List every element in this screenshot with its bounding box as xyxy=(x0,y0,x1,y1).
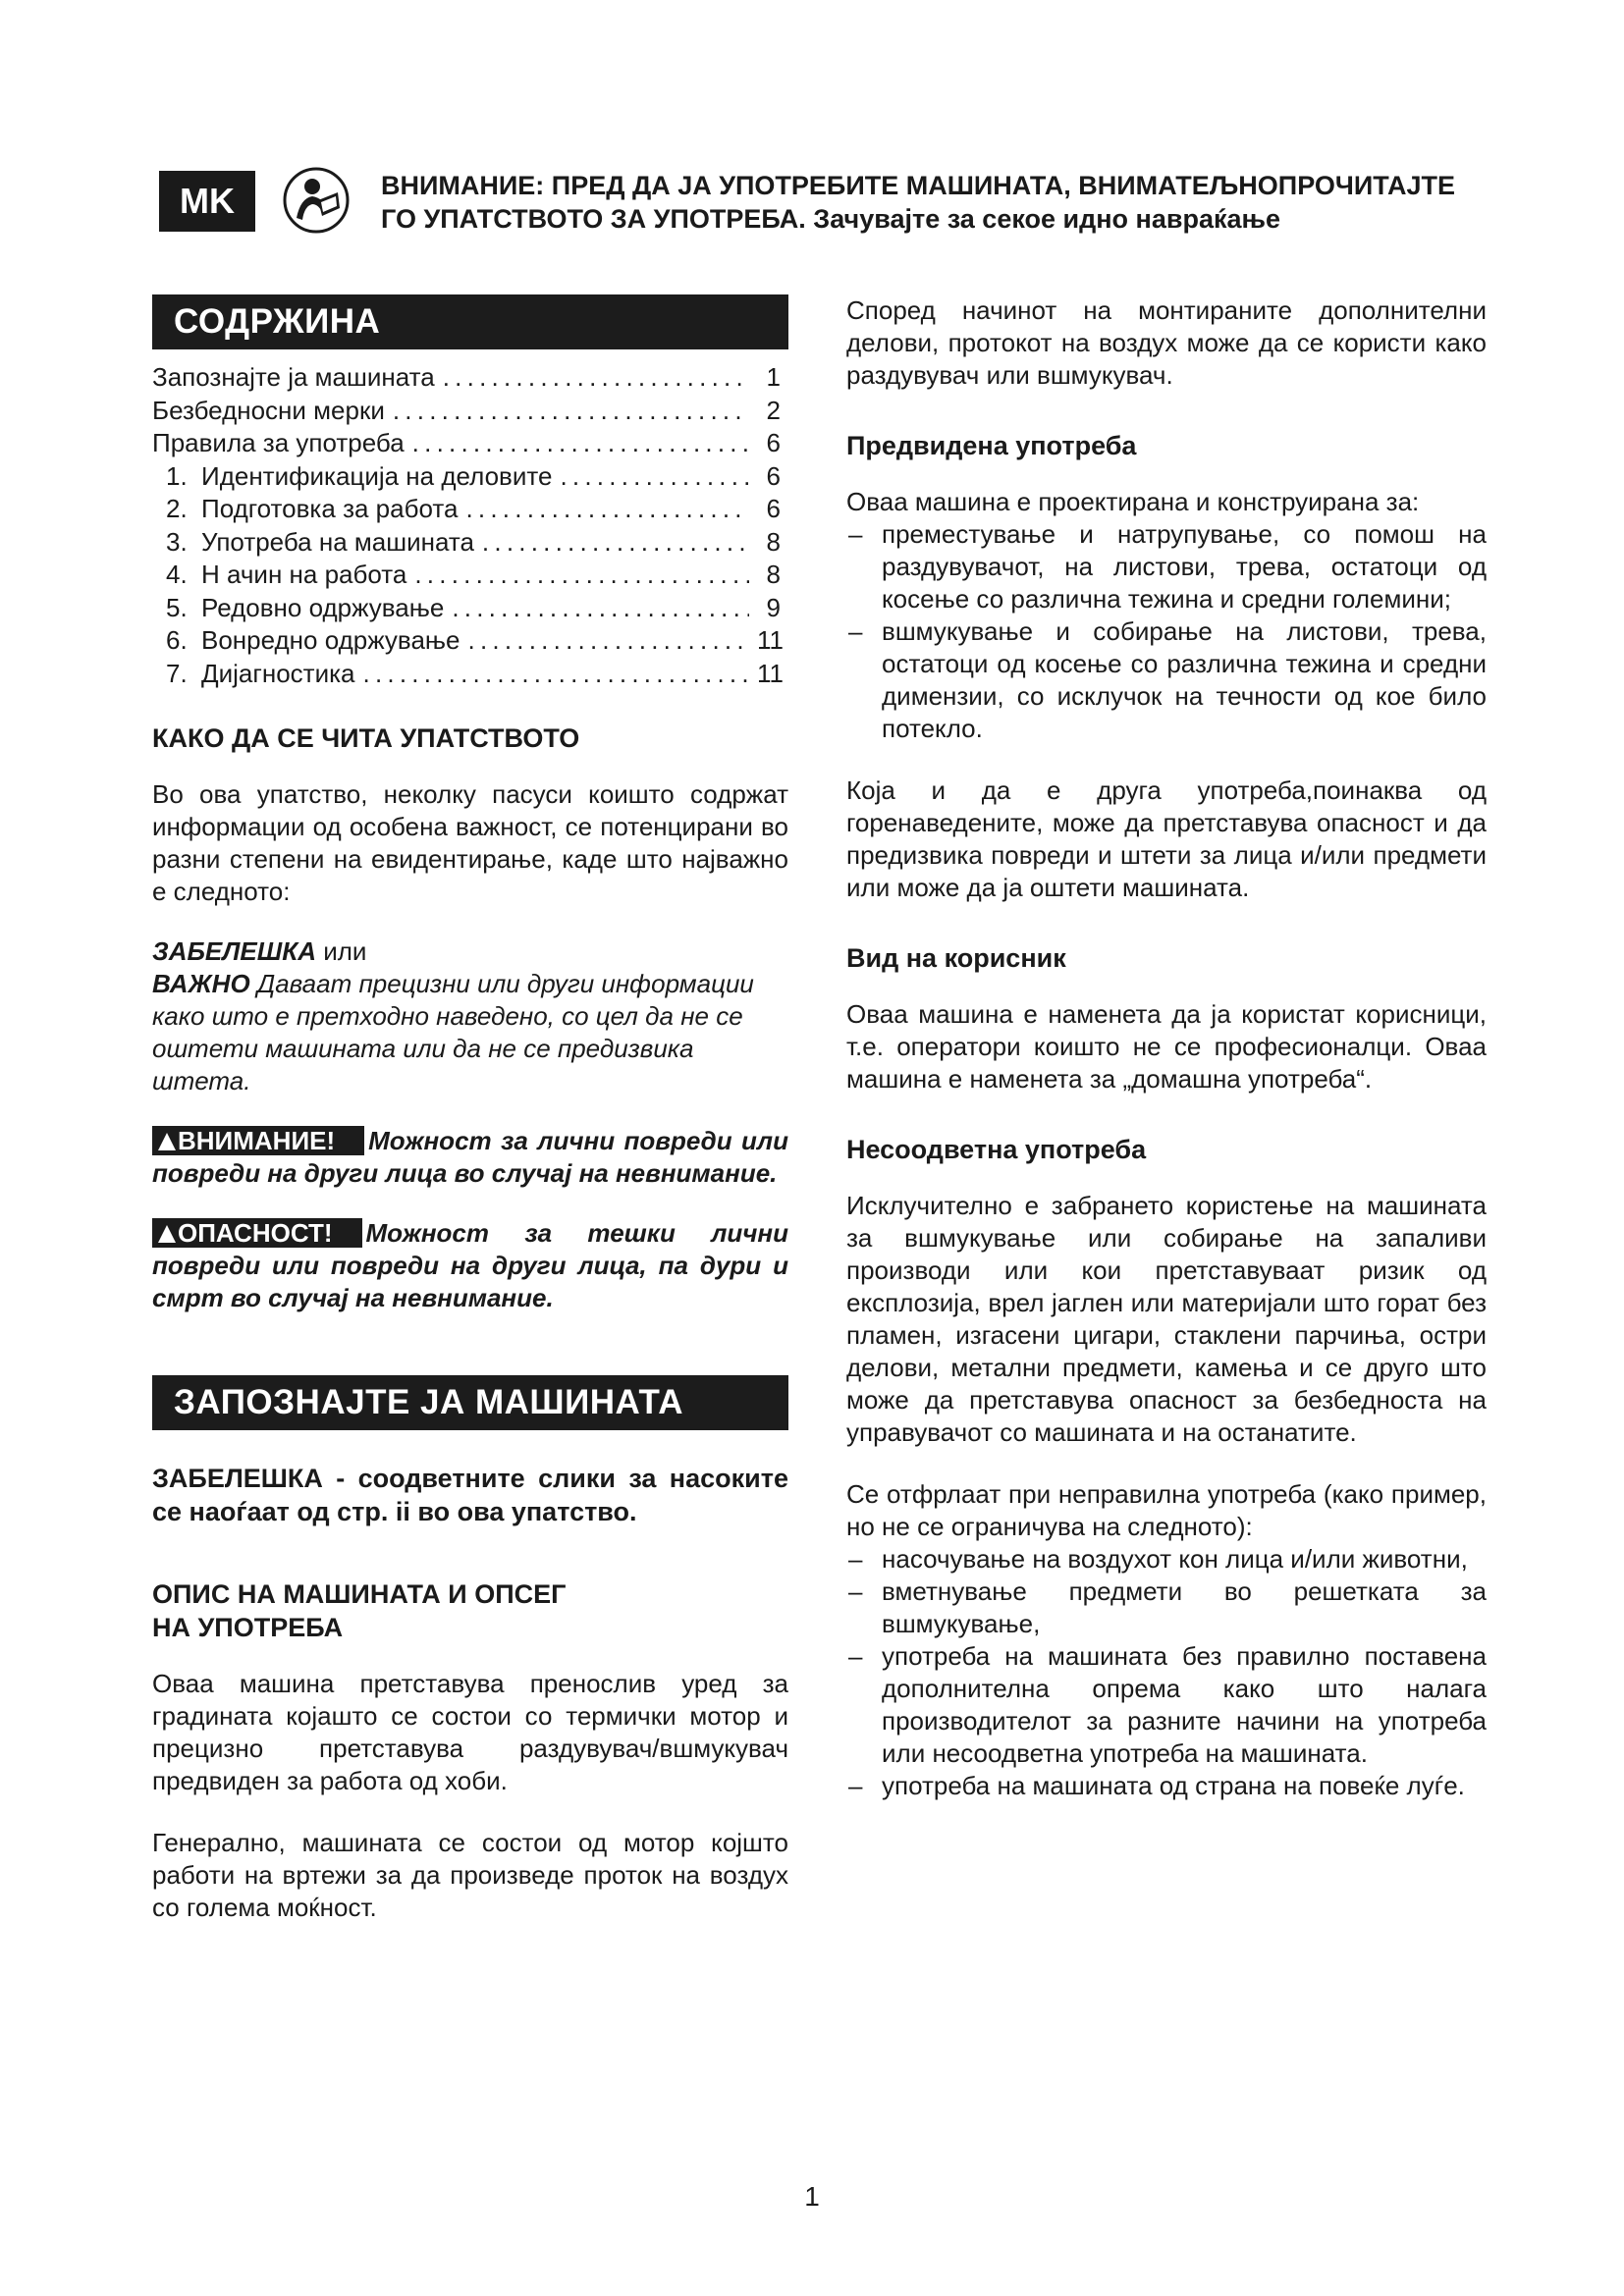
header-warning xyxy=(381,169,1490,236)
improper-use-heading: Несоодветна употреба xyxy=(846,1135,1147,1164)
toc-leader-dots xyxy=(414,559,749,592)
toc-page: 2 xyxy=(766,395,781,425)
danger-label-badge xyxy=(152,1218,362,1248)
language-badge: MK xyxy=(159,171,255,232)
list-item: – употреба на машината од страна на повеќе луѓе. xyxy=(846,1770,1487,1802)
or-word: или xyxy=(323,936,367,966)
toc-row xyxy=(152,395,788,428)
description-heading-line1: ОПИС НА МАШИНАТА И ОПСЕГ xyxy=(152,1579,567,1609)
toc-page: 9 xyxy=(766,592,781,622)
user-type-heading: Вид на корисник xyxy=(846,943,1066,973)
toc-leader-dots xyxy=(465,493,749,526)
toc-row xyxy=(152,460,788,494)
description-heading xyxy=(152,1577,788,1644)
toc-label: Редовно одржување xyxy=(201,592,445,622)
intro-paragraph: Според начинот на монтираните дополнителни делови, протокот на воздух може да се користи како раздувувач или вшмукувач. xyxy=(846,295,1487,390)
list-item: – преместување и натрупување, со помош на раздувувачот, на листови, трева, остатоци од косење со различна тежина и средни големини; xyxy=(846,518,1487,615)
toc-label: Вонредно одржување xyxy=(201,625,460,655)
toc-page: 6 xyxy=(766,460,781,491)
toc-row xyxy=(152,427,788,460)
danger-label: ОПАСНОСТ! xyxy=(178,1218,333,1248)
toc-page: 8 xyxy=(766,560,781,589)
toc-label: Безбедносни мерки xyxy=(152,395,385,425)
toc-number: 4. xyxy=(166,560,188,589)
toc-row xyxy=(152,658,788,691)
list-item: – вметнување предмети во решетката за вшмукување, xyxy=(846,1575,1487,1640)
toc-leader-dots xyxy=(412,427,749,460)
toc-number: 5. xyxy=(166,592,188,622)
intended-use-heading: Предвидена употреба xyxy=(846,431,1137,460)
toc-label: Запознајте ја машината xyxy=(152,362,435,392)
toc-label: Употреба на машината xyxy=(201,526,474,557)
toc-row xyxy=(152,624,788,658)
toc-label: Идентификација на деловите xyxy=(201,460,553,491)
user-type-text: Оваа машина е наменета да ја користат корисници, т.е. оператори коишто не се професионалци. Оваа машина е наменета за „домашна употреба“. xyxy=(846,999,1487,1094)
toc-number: 2. xyxy=(166,494,188,523)
improper-use-text: Исклучително е забрането користење на машината за вшмукување или собирање на запаливи производи или кои претставуваат ризик од експлозија, врел јаглен или материјали што горат без пламен, изгасени цигари, стаклени парчиња, остри делови, метални предмети, камења и се друго што може да претставува опасност за безбедноста на управувачот со машината и на останатите. xyxy=(846,1191,1487,1447)
right-column xyxy=(846,294,1487,1802)
toc-title: СОДРЖИНА xyxy=(152,294,788,349)
toc-page: 11 xyxy=(757,625,784,655)
toc-page: 8 xyxy=(766,526,781,557)
intended-use-text: Оваа машина е проектирана и конструирана за: xyxy=(846,487,1420,516)
header-warning-line1: ВНИМАНИЕ: ПРЕД ДА ЈА УПОТРЕБИТЕ МАШИНАТА, ВНИМАТЕЉНОПРОЧИТАЈТЕ xyxy=(381,171,1456,200)
toc-leader-dots xyxy=(468,624,750,658)
toc-label: Правила за употреба xyxy=(152,428,405,457)
toc-label: Подготовка за работа xyxy=(201,494,459,523)
left-column xyxy=(152,294,788,1924)
toc-number: 1. xyxy=(166,460,188,491)
toc-leader-dots xyxy=(443,361,749,395)
reading-manual-icon xyxy=(283,167,350,234)
danger-block xyxy=(152,1217,788,1314)
header-warning-line2: ГО УПАТСТВОТО ЗА УПОТРЕБА. Зачувајте за секое идно навраќање xyxy=(381,204,1280,234)
toc-page: 1 xyxy=(766,362,781,392)
toc-number: 3. xyxy=(166,526,188,557)
note-label: ЗАБЕЛЕШКА xyxy=(152,936,316,966)
toc-row xyxy=(152,592,788,625)
toc-page: 11 xyxy=(757,658,784,688)
toc-leader-dots xyxy=(452,592,749,625)
attention-block xyxy=(152,1125,788,1190)
toc-leader-dots xyxy=(363,658,749,691)
toc-row xyxy=(152,526,788,560)
page-number: 1 xyxy=(804,2181,820,2212)
toc-row xyxy=(152,493,788,526)
toc-leader-dots xyxy=(393,395,749,428)
toc-leader-dots xyxy=(482,526,749,560)
how-to-read-heading: КАКО ДА СЕ ЧИТА УПАТСТВОТО xyxy=(152,723,580,753)
attention-label: ВНИМАНИЕ! xyxy=(178,1126,336,1155)
toc-number: 6. xyxy=(166,625,188,655)
important-label: ВАЖНО xyxy=(152,969,250,998)
list-item: – вшмукување и собирање на листови, трева, остатоци од косење со различна тежина и средни димензии, со исклучок на течности од кое било потекло. xyxy=(846,615,1487,745)
table-of-contents xyxy=(152,361,788,690)
know-machine-title: ЗАПОЗНАЈТЕ ЈА МАШИНАТА xyxy=(152,1375,788,1430)
improper-use-intro: Се отфрлаат при неправилна употреба (како пример, но не се ограничува на следното): xyxy=(846,1479,1487,1541)
warning-triangle-icon xyxy=(158,1133,176,1150)
description-paragraph-1: Оваа машина претставува пренослив уред за градината којашто се состои со термички мотор и прецизно претставува раздувувач/вшмукувач предвиден за работа од хоби. xyxy=(152,1669,788,1795)
danger-text: Можност за тешки лични повреди или повреди на други лица, па дури и смрт во случај на невнимание. xyxy=(152,1218,788,1312)
improper-use-list xyxy=(846,1543,1487,1802)
danger-triangle-icon xyxy=(158,1225,176,1243)
note-important-block xyxy=(152,935,788,1097)
list-item: – употреба на машината без правилно поставена дополнителна опрема како што налага производителот за разните начини на употреба или несоодветна употреба на машината. xyxy=(846,1640,1487,1770)
toc-label: Дијагностика xyxy=(201,658,355,688)
toc-page: 6 xyxy=(766,428,781,457)
toc-row xyxy=(152,559,788,592)
toc-page: 6 xyxy=(766,494,781,523)
how-to-read-text: Во ова упатство, неколку пасуси коишто содржат информации од особена важност, се потенцирани во разни степени на евидентирање, каде што најважно е следното: xyxy=(152,779,788,906)
description-paragraph-2: Генерално, машината се состои од мотор којшто работи на вртежи за да произведе проток на воздух со голема моќност. xyxy=(152,1828,788,1922)
toc-row xyxy=(152,361,788,395)
attention-label-badge xyxy=(152,1126,364,1155)
know-machine-note: ЗАБЕЛЕШКА - соодветните слики за насоките се наоѓаат од стр. ii во ова упатство. xyxy=(152,1464,788,1526)
attention-text: Можност за лични повреди или повреди на други лица во случај на невнимание. xyxy=(152,1126,788,1188)
toc-leader-dots xyxy=(560,460,749,494)
description-heading-line2: НА УПОТРЕБА xyxy=(152,1613,344,1642)
intended-use-list xyxy=(846,518,1487,745)
toc-label: Н ачин на работа xyxy=(201,560,407,589)
important-text: Даваат прецизни или други информации како што е претходно наведено, со цел да не се оштети машината или да не се предизвика штета. xyxy=(152,969,754,1095)
list-item: – насочување на воздухот кон лица и/или животни, xyxy=(846,1543,1487,1575)
toc-number: 7. xyxy=(166,658,188,688)
other-use-paragraph: Која и да е друга употреба,поинаква од горенаведените, може да претставува опасност и да предизвика повреди и штети за лица и/или предмети или може да ја оштети машината. xyxy=(846,775,1487,902)
